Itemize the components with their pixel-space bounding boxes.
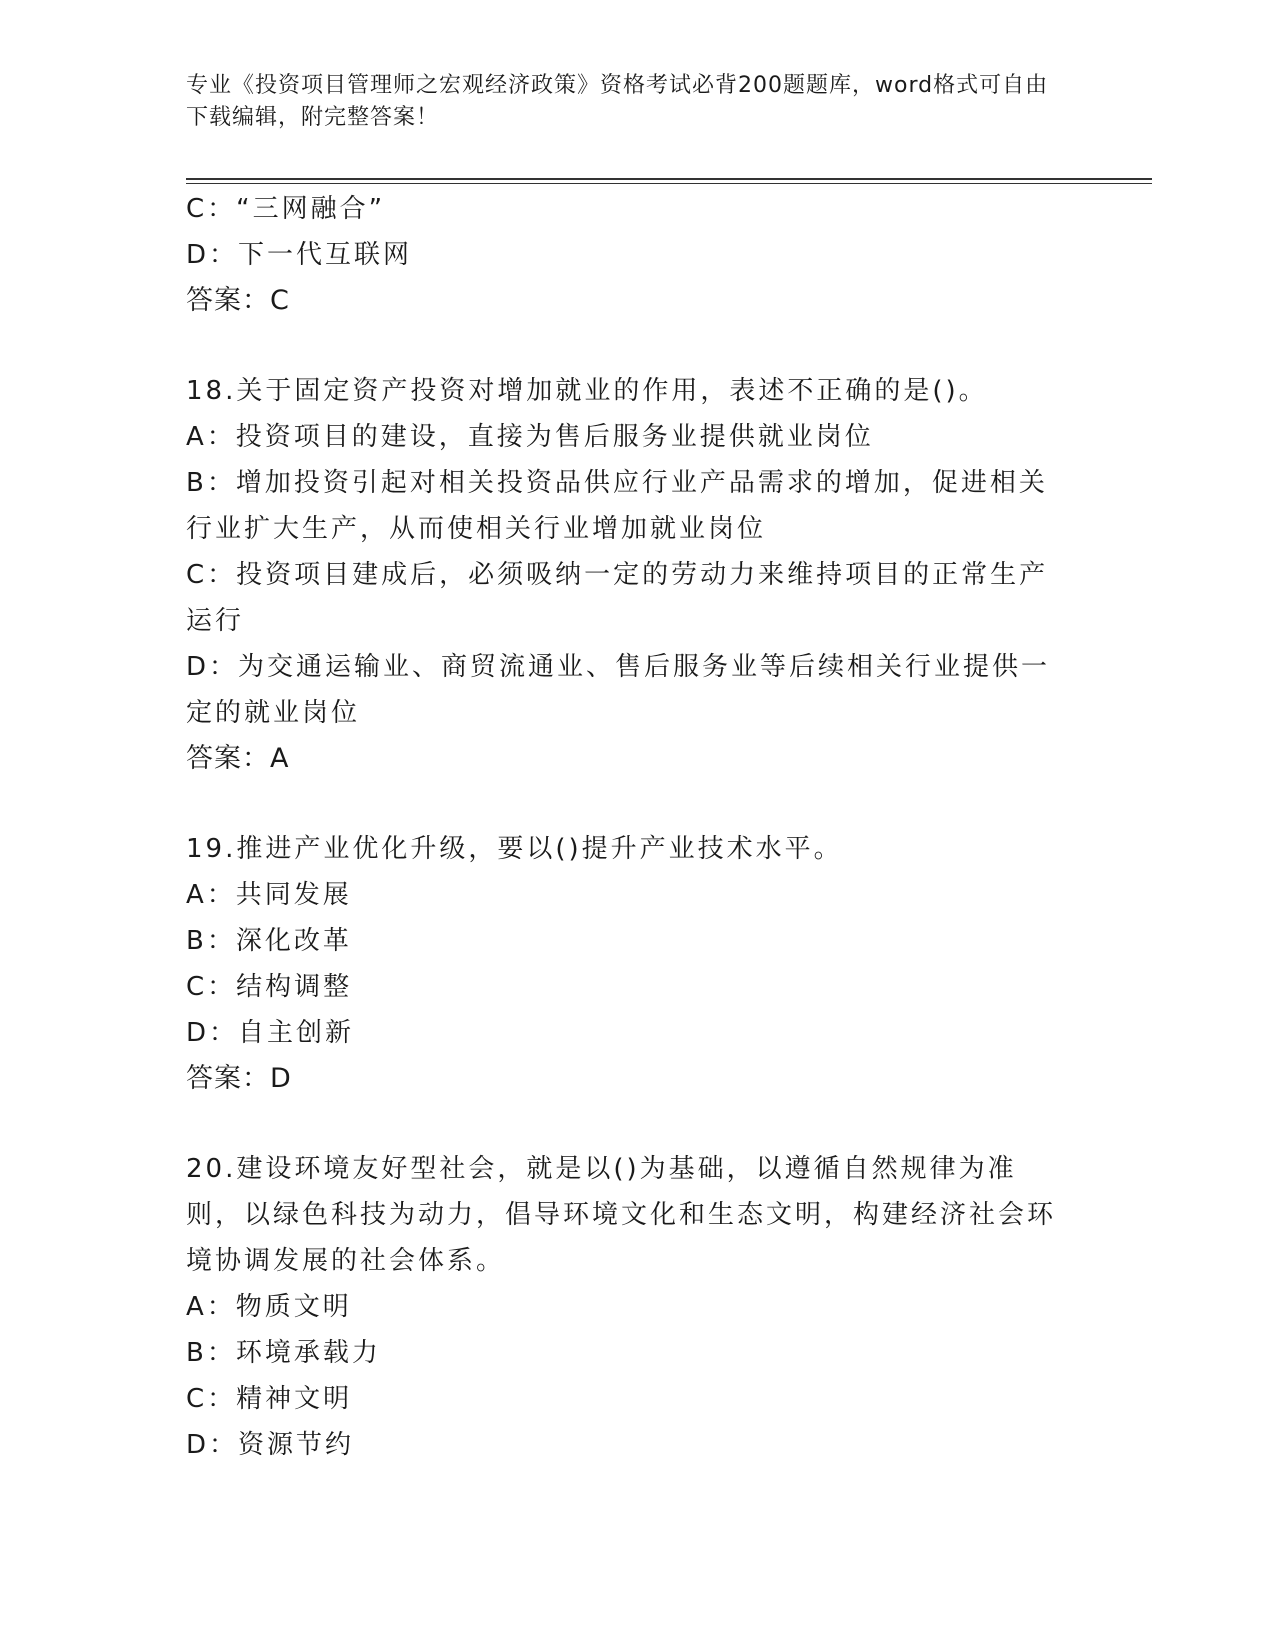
option-c: C：结构调整 <box>186 972 353 1002</box>
answer: 答案：C <box>186 285 290 316</box>
option-b: B：深化改革 <box>186 926 352 956</box>
option-d: D：自主创新 <box>186 1018 355 1048</box>
option-c: C：精神文明 <box>186 1384 353 1414</box>
option-c: C：投资项目建成后，必须吸纳一定的劳动力来维持项目的正常生产运行 <box>186 560 1049 636</box>
option-b: B：增加投资引起对相关投资品供应行业产品需求的增加，促进相关行业扩大生产，从而使相关行业增加就业岗位 <box>186 468 1048 544</box>
header-rule-thick <box>186 178 1152 180</box>
spacer <box>186 1102 1066 1146</box>
option-b: B：环境承载力 <box>186 1338 381 1368</box>
question-stem: 18.关于固定资产投资对增加就业的作用，表述不正确的是()。 <box>186 376 988 406</box>
document-header <box>186 70 1086 134</box>
option-d: D：资源节约 <box>186 1430 355 1460</box>
question-stem: 19.推进产业优化升级，要以()提升产业技术水平。 <box>186 834 843 864</box>
option-a: A：共同发展 <box>186 880 352 910</box>
answer: 答案：D <box>186 1063 292 1094</box>
document-body <box>186 186 1066 1468</box>
spacer <box>186 324 1066 368</box>
header-title: 专业《投资项目管理师之宏观经济政策》资格考试必背200题题库，word格式可自由下载编辑，附完整答案！ <box>186 73 1049 130</box>
question-17-tail <box>186 186 1066 324</box>
option-d: D：下一代互联网 <box>186 240 413 270</box>
question-18 <box>186 368 1066 782</box>
question-19 <box>186 826 1066 1102</box>
option-a: A：投资项目的建设，直接为售后服务业提供就业岗位 <box>186 422 874 452</box>
header-rule-thin <box>186 183 1152 184</box>
option-d: D：为交通运输业、商贸流通业、售后服务业等后续相关行业提供一定的就业岗位 <box>186 652 1051 728</box>
answer: 答案：A <box>186 743 290 774</box>
question-stem: 20.建设环境友好型社会，就是以()为基础，以遵循自然规律为准则，以绿色科技为动力，倡导环境文化和生态文明，构建经济社会环境协调发展的社会体系。 <box>186 1154 1057 1276</box>
question-20 <box>186 1146 1066 1468</box>
option-a: A：物质文明 <box>186 1292 352 1322</box>
spacer <box>186 782 1066 826</box>
option-c: C：“三网融合” <box>186 194 386 224</box>
